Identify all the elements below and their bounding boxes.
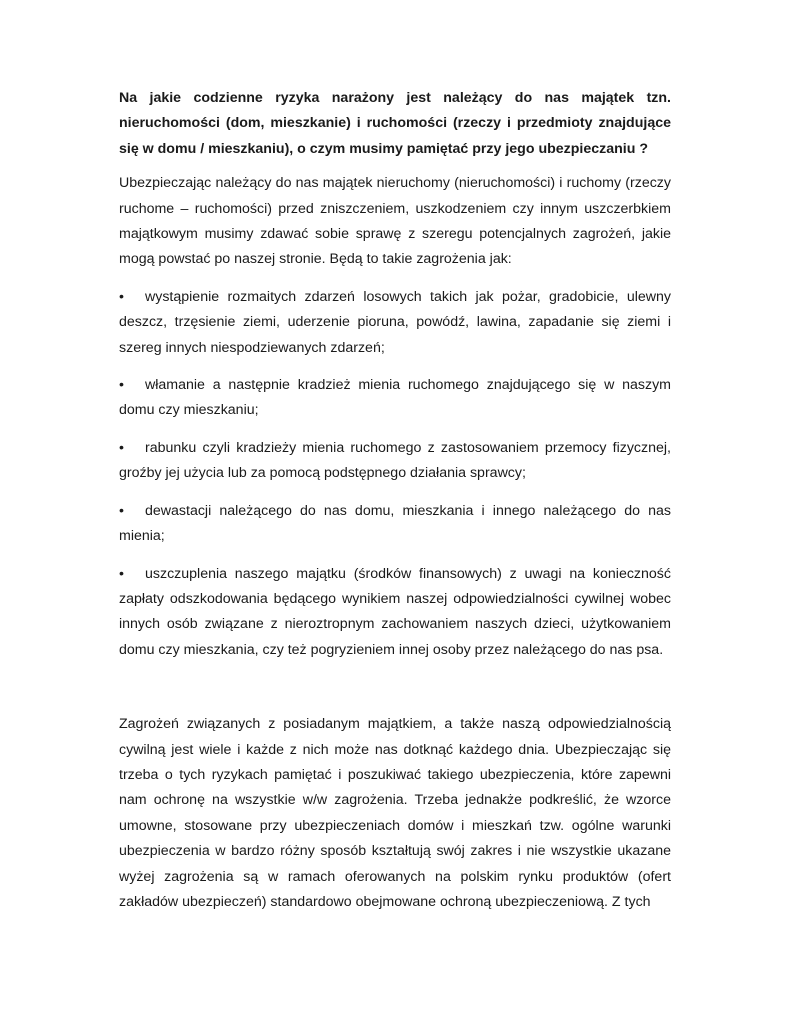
bullet-icon: • <box>119 288 124 305</box>
list-item-text: uszczuplenia naszego majątku (środków finansowych) z uwagi na konieczność zapłaty odszkodowania będącego wynikiem naszej odpowiedzialności cywilnej wobec innych osób związane z nieroztropnym zachowaniem naszych dzieci, użytkowaniem domu czy mieszkania, czy też pogryzieniem innej osoby przez należącego do nas psa. <box>119 565 671 658</box>
document-heading: Na jakie codzienne ryzyka narażony jest należący do nas majątek tzn. nieruchomości (dom, mieszkanie) i ruchomości (rzeczy i przedmioty znajdujące się w domu / mieszkaniu), o czym musimy pamiętać przy jego ubezpieczaniu ? <box>119 90 671 157</box>
intro-paragraph: Ubezpieczając należący do nas majątek nieruchomy (nieruchomości) i ruchomy (rzeczy ruchome – ruchomości) przed zniszczeniem, uszkodzeniem czy innym uszczerbkiem majątkowym musimy zdawać sobie sprawę z szeregu potencjalnych zagrożeń, jakie mogą powstać po naszej stronie. Będą to takie zagrożenia jak: <box>119 175 671 268</box>
list-item <box>119 285 671 361</box>
list-item <box>119 562 671 664</box>
document-page <box>119 86 671 927</box>
bullet-icon: • <box>119 377 124 394</box>
bullet-icon: • <box>119 502 124 519</box>
paragraph-spacer <box>119 675 671 712</box>
list-item-text: włamanie a następnie kradzież mienia ruchomego znajdującego się w naszym domu czy mieszkaniu; <box>119 377 671 419</box>
list-item <box>119 373 671 424</box>
bullet-icon: • <box>119 439 124 456</box>
list-item <box>119 436 671 487</box>
list-item-text: wystąpienie rozmaitych zdarzeń losowych takich jak pożar, gradobicie, ulewny deszcz, trzęsienie ziemi, uderzenie pioruna, powódź, lawina, zapadanie się ziemi i szereg innych niespodziewanych zdarzeń; <box>119 288 671 356</box>
bullet-icon: • <box>119 565 124 582</box>
closing-paragraph: Zagrożeń związanych z posiadanym majątkiem, a także naszą odpowiedzialnością cywilną jest wiele i każde z nich może nas dotknąć każdego dnia. Ubezpieczając się trzeba o tych ryzykach pamiętać i poszukiwać takiego ubezpieczenia, które zapewni nam ochronę na wszystkie w/w zagrożenia. Trzeba jednakże podkreślić, że wzorce umowne, stosowane przy ubezpieczeniach domów i mieszkań tzw. ogólne warunki ubezpieczenia w bardzo różny sposób kształtują swój zakres i nie wszystkie ukazane wyżej zagrożenia są w ramach oferowanych na polskim rynku produktów (ofert zakładów ubezpieczeń) standardowo obejmowane ochroną ubezpieczeniową. Z tych <box>119 716 671 910</box>
list-item-text: dewastacji należącego do nas domu, mieszkania i innego należącego do nas mienia; <box>119 502 671 545</box>
list-item-text: rabunku czyli kradzieży mienia ruchomego z zastosowaniem przemocy fizycznej, groźby jej użycia lub za pomocą podstępnego działania sprawcy; <box>119 439 671 482</box>
list-item <box>119 499 671 550</box>
